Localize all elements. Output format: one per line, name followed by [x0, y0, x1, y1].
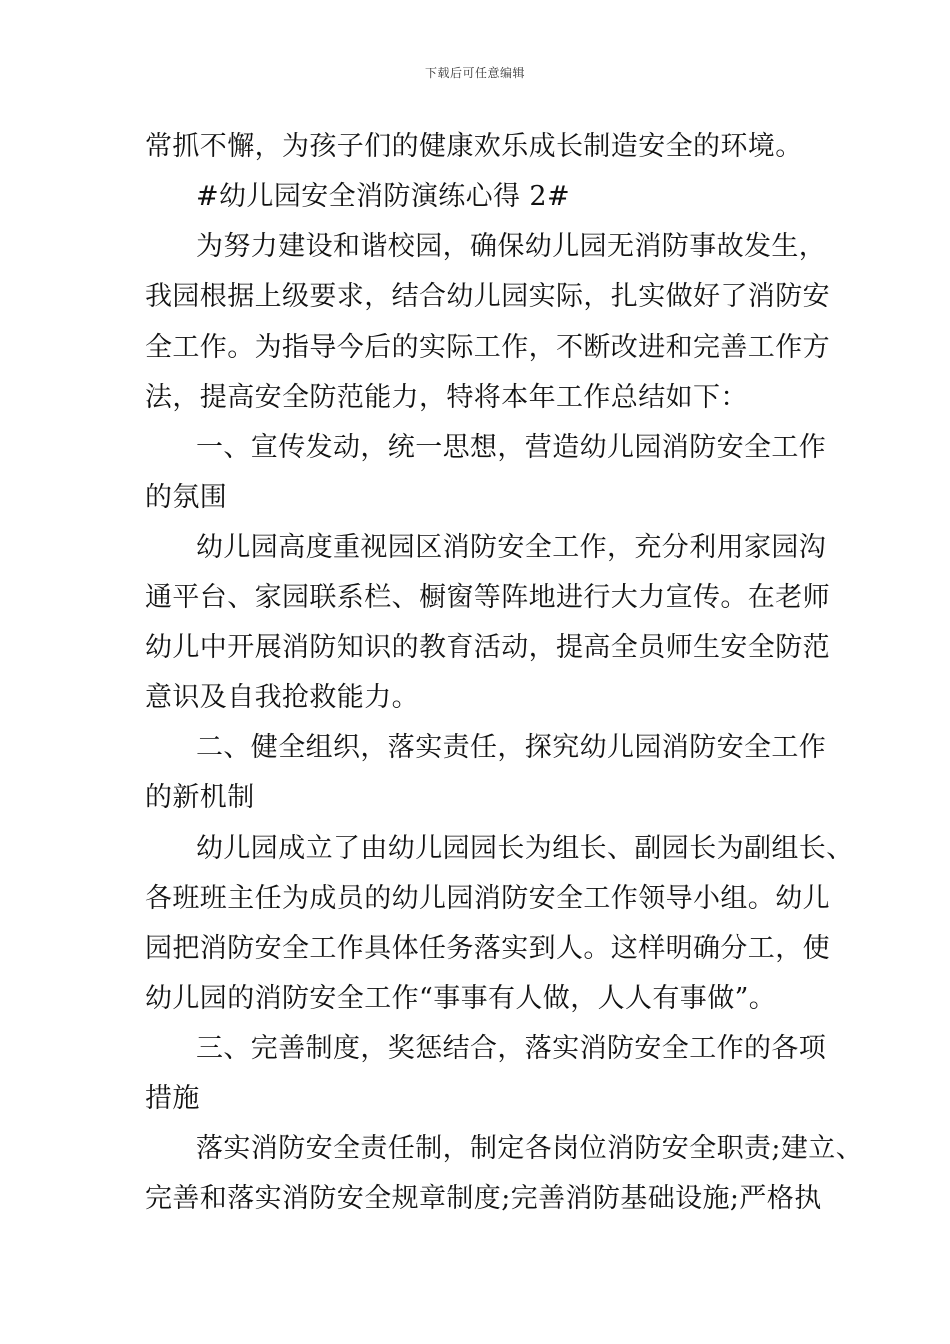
body-line: 幼儿园高度重视园区消防安全工作，充分利用家园沟	[196, 532, 827, 563]
page-header: 下载后可任意编辑	[424, 66, 525, 80]
subheading-line: 的氛围	[145, 482, 228, 513]
subheading-line: 三、完善制度，奖惩结合，落实消防安全工作的各项	[196, 1033, 827, 1064]
body-line: 园把消防安全工作具体任务落实到人。这样明确分工，使	[145, 933, 830, 964]
body-line: 幼儿中开展消防知识的教育活动，提高全员师生安全防范	[145, 632, 830, 663]
body-line: 为努力建设和谐校园，确保幼儿园无消防事故发生，	[196, 231, 827, 262]
body-line: 完善和落实消防安全规章制度;完善消防基础设施;严格执	[145, 1183, 822, 1214]
body-line: 法，提高安全防范能力，特将本年工作总结如下：	[145, 382, 748, 413]
subheading-line: 一、宣传发动，统一思想，营造幼儿园消防安全工作	[196, 432, 827, 463]
subheading-line: 的新机制	[145, 782, 255, 813]
body-line: 常抓不懈，为孩子们的健康欢乐成长制造安全的环境。	[145, 131, 803, 162]
body-line: 意识及自我抢救能力。	[145, 682, 419, 713]
body-line: 通平台、家园联系栏、橱窗等阵地进行大力宣传。在老师	[145, 582, 830, 613]
section-title: #幼儿园安全消防演练心得 2#	[196, 181, 571, 212]
body-line: 我园根据上级要求，结合幼儿园实际，扎实做好了消防安	[145, 281, 830, 312]
body-line: 各班班主任为成员的幼儿园消防安全工作领导小组。幼儿	[145, 883, 830, 914]
subheading-line: 措施	[145, 1083, 200, 1114]
body-line: 全工作。为指导今后的实际工作，不断改进和完善工作方	[145, 332, 830, 363]
body-line: 幼儿园成立了由幼儿园园长为组长、副园长为副组长、	[196, 833, 854, 864]
subheading-line: 二、健全组织，落实责任，探究幼儿园消防安全工作	[196, 732, 827, 763]
body-line: 落实消防安全责任制，制定各岗位消防安全职责;建立、	[196, 1133, 864, 1164]
body-line: 幼儿园的消防安全工作“事事有人做，人人有事做”。	[145, 983, 777, 1014]
